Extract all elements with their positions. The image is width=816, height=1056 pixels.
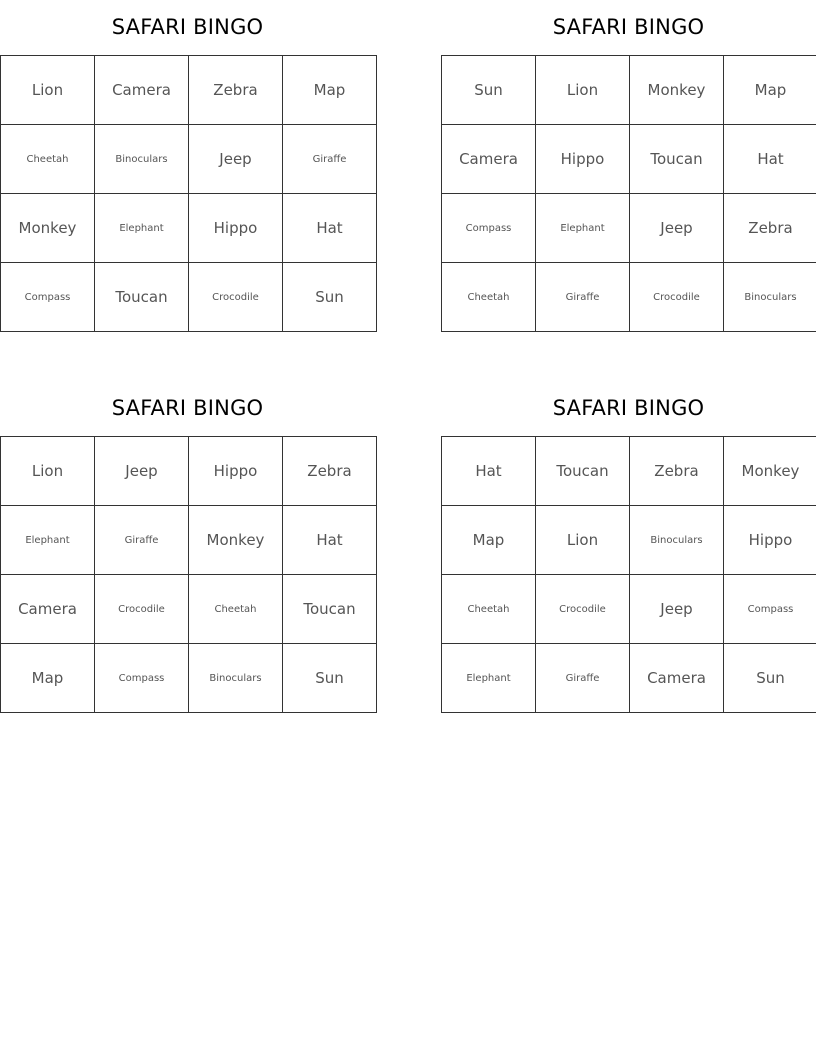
bingo-cell: Map: [724, 56, 816, 125]
bingo-cell: Sun: [724, 644, 816, 713]
bingo-cell: Giraffe: [95, 506, 189, 575]
bingo-cell: Toucan: [283, 575, 377, 644]
bingo-card-2: [441, 0, 816, 332]
bingo-cell: Hat: [283, 506, 377, 575]
bingo-cell: Monkey: [189, 506, 283, 575]
bingo-cell: Compass: [95, 644, 189, 713]
bingo-cell: Crocodile: [630, 263, 724, 332]
bingo-cell: Monkey: [724, 437, 816, 506]
bingo-grid: [0, 436, 377, 713]
bingo-card-4: [441, 381, 816, 713]
bingo-cell: Toucan: [536, 437, 630, 506]
bingo-cell: Sun: [283, 263, 377, 332]
grid-row: [442, 437, 816, 506]
bingo-cell: Sun: [442, 56, 536, 125]
bingo-cell: Elephant: [536, 194, 630, 263]
bingo-cell: Hat: [724, 125, 816, 194]
bingo-card-3: [0, 381, 375, 713]
bingo-cell: Sun: [283, 644, 377, 713]
bingo-cell: Compass: [1, 263, 95, 332]
bingo-cell: Zebra: [630, 437, 724, 506]
bingo-cell: Hippo: [724, 506, 816, 575]
card-title: SAFARI BINGO: [111, 15, 264, 39]
card-title: SAFARI BINGO: [552, 15, 705, 39]
card-title: SAFARI BINGO: [552, 396, 705, 420]
bingo-cell: Binoculars: [630, 506, 724, 575]
bingo-grid: [441, 436, 816, 713]
bingo-cell: Giraffe: [283, 125, 377, 194]
grid-row: [442, 125, 816, 194]
bingo-cell: Hippo: [189, 194, 283, 263]
grid-row: [442, 575, 816, 644]
bingo-cell: Jeep: [189, 125, 283, 194]
grid-row: [1, 263, 377, 332]
bingo-cell: Binoculars: [189, 644, 283, 713]
bingo-cell: Map: [1, 644, 95, 713]
bingo-cell: Camera: [1, 575, 95, 644]
bingo-cell: Camera: [630, 644, 724, 713]
bingo-cell: Lion: [1, 437, 95, 506]
grid-row: [1, 125, 377, 194]
grid-row: [1, 575, 377, 644]
grid-row: [442, 194, 816, 263]
bingo-cell: Hat: [442, 437, 536, 506]
bingo-cell: Jeep: [95, 437, 189, 506]
bingo-cell: Map: [442, 506, 536, 575]
bingo-cell: Lion: [536, 506, 630, 575]
bingo-cell: Crocodile: [95, 575, 189, 644]
bingo-cell: Cheetah: [189, 575, 283, 644]
bingo-cell: Jeep: [630, 194, 724, 263]
bingo-cell: Compass: [442, 194, 536, 263]
bingo-cell: Hippo: [536, 125, 630, 194]
bingo-cell: Toucan: [630, 125, 724, 194]
grid-row: [442, 644, 816, 713]
bingo-cell: Zebra: [283, 437, 377, 506]
bingo-card-1: [0, 0, 375, 332]
bingo-cell: Monkey: [630, 56, 724, 125]
bingo-cell: Map: [283, 56, 377, 125]
bingo-cell: Binoculars: [95, 125, 189, 194]
card-title: SAFARI BINGO: [111, 396, 264, 420]
bingo-cell: Elephant: [442, 644, 536, 713]
bingo-cell: Hat: [283, 194, 377, 263]
bingo-cell: Cheetah: [442, 263, 536, 332]
bingo-cell: Giraffe: [536, 644, 630, 713]
bingo-cell: Cheetah: [1, 125, 95, 194]
bingo-cell: Crocodile: [536, 575, 630, 644]
bingo-cell: Cheetah: [442, 575, 536, 644]
bingo-cell: Crocodile: [189, 263, 283, 332]
grid-row: [442, 263, 816, 332]
bingo-cell: Elephant: [95, 194, 189, 263]
bingo-cell: Hippo: [189, 437, 283, 506]
grid-row: [442, 56, 816, 125]
grid-row: [442, 506, 816, 575]
bingo-cell: Lion: [1, 56, 95, 125]
bingo-cell: Lion: [536, 56, 630, 125]
grid-row: [1, 56, 377, 125]
bingo-grid: [0, 55, 377, 332]
bingo-grid: [441, 55, 816, 332]
bingo-cell: Camera: [95, 56, 189, 125]
bingo-cell: Compass: [724, 575, 816, 644]
bingo-cell: Giraffe: [536, 263, 630, 332]
bingo-cell: Zebra: [189, 56, 283, 125]
grid-row: [1, 644, 377, 713]
bingo-cell: Zebra: [724, 194, 816, 263]
bingo-cell: Camera: [442, 125, 536, 194]
grid-row: [1, 194, 377, 263]
grid-row: [1, 506, 377, 575]
bingo-cell: Jeep: [630, 575, 724, 644]
bingo-cell: Monkey: [1, 194, 95, 263]
bingo-cell: Toucan: [95, 263, 189, 332]
bingo-cell: Elephant: [1, 506, 95, 575]
grid-row: [1, 437, 377, 506]
bingo-cell: Binoculars: [724, 263, 816, 332]
